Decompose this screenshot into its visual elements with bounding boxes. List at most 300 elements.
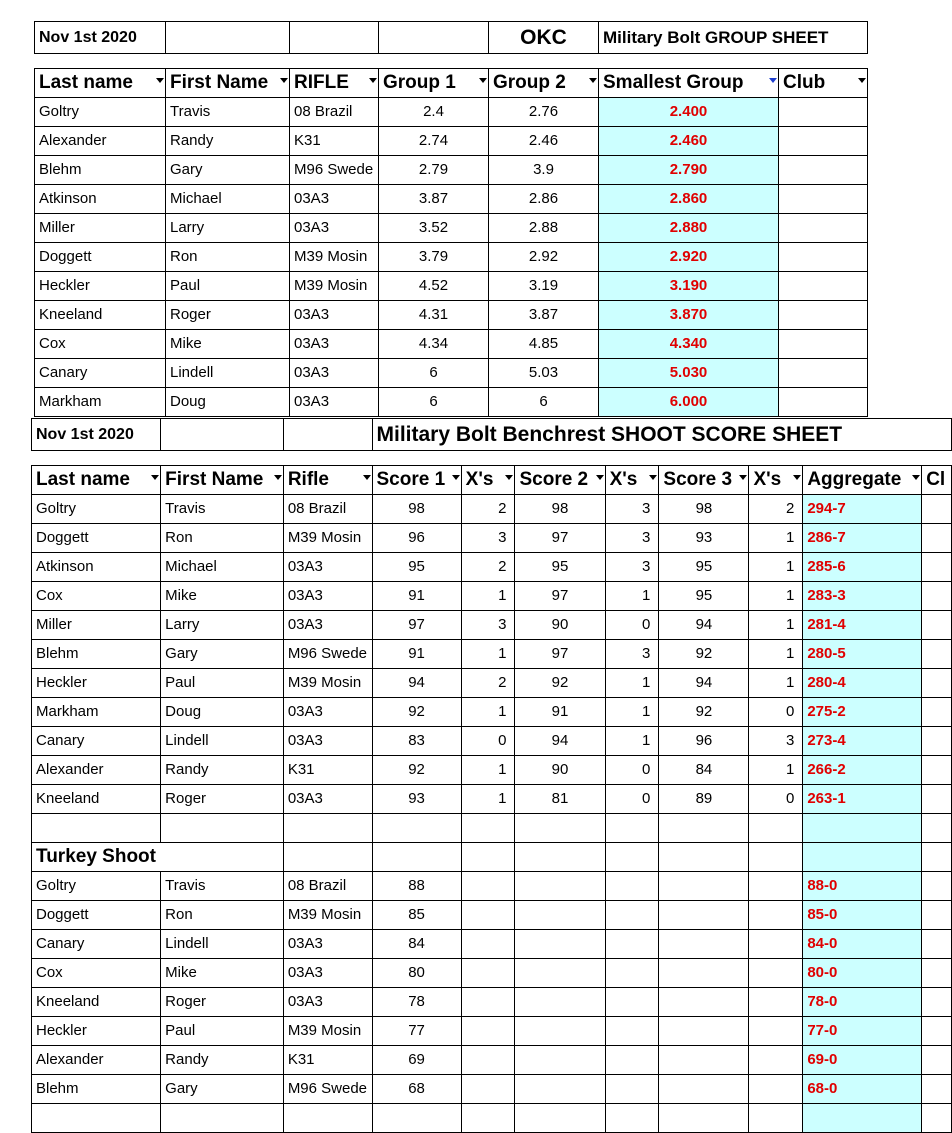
club-cell[interactable] xyxy=(922,698,952,727)
rifle-cell[interactable]: 03A3 xyxy=(283,930,372,959)
first-name-cell[interactable]: Lindell xyxy=(161,930,284,959)
aggregate-cell[interactable]: 263-1 xyxy=(803,785,922,814)
xs-3-cell[interactable]: 1 xyxy=(749,524,803,553)
last-name-cell[interactable]: Blehm xyxy=(35,156,166,185)
first-name-cell[interactable]: Roger xyxy=(161,785,284,814)
rifle-cell[interactable]: 03A3 xyxy=(283,698,372,727)
first-name-cell[interactable]: Larry xyxy=(161,611,284,640)
club-cell[interactable] xyxy=(922,582,952,611)
last-name-cell[interactable]: Blehm xyxy=(32,640,161,669)
rifle-cell[interactable]: M39 Mosin xyxy=(290,243,379,272)
last-name-cell[interactable]: Kneeland xyxy=(35,301,166,330)
empty-cell[interactable] xyxy=(749,843,803,872)
empty-cell[interactable] xyxy=(749,1104,803,1133)
empty-cell[interactable] xyxy=(515,1075,605,1104)
score-1-cell[interactable]: 85 xyxy=(372,901,461,930)
score-1-cell[interactable]: 69 xyxy=(372,1046,461,1075)
score-1-cell[interactable]: 80 xyxy=(372,959,461,988)
empty-cell[interactable] xyxy=(290,22,379,54)
empty-cell[interactable] xyxy=(461,1104,515,1133)
empty-cell[interactable] xyxy=(659,930,749,959)
xs-2-cell[interactable]: 1 xyxy=(605,698,659,727)
aggregate-cell[interactable]: 68-0 xyxy=(803,1075,922,1104)
club-cell[interactable] xyxy=(922,1046,952,1075)
aggregate-cell[interactable]: 280-5 xyxy=(803,640,922,669)
first-name-cell[interactable]: Ron xyxy=(161,901,284,930)
smallest-group-cell[interactable]: 2.880 xyxy=(599,214,779,243)
group-2-cell[interactable]: 2.76 xyxy=(489,98,599,127)
club-cell[interactable] xyxy=(922,959,952,988)
first-name-cell[interactable]: Michael xyxy=(166,185,290,214)
xs-2-cell[interactable]: 1 xyxy=(605,727,659,756)
empty-cell[interactable] xyxy=(461,872,515,901)
header-smallest-group[interactable]: Smallest Group xyxy=(599,69,779,98)
empty-cell[interactable] xyxy=(922,843,952,872)
smallest-group-cell[interactable]: 5.030 xyxy=(599,359,779,388)
rifle-cell[interactable]: K31 xyxy=(283,756,372,785)
club-cell[interactable] xyxy=(922,785,952,814)
score-1-cell[interactable]: 93 xyxy=(372,785,461,814)
empty-cell[interactable] xyxy=(749,901,803,930)
first-name-cell[interactable]: Paul xyxy=(161,1017,284,1046)
first-name-cell[interactable]: Mike xyxy=(161,959,284,988)
empty-cell[interactable] xyxy=(749,1017,803,1046)
club-cell[interactable] xyxy=(779,388,868,417)
last-name-cell[interactable]: Doggett xyxy=(32,524,161,553)
score-2-cell[interactable]: 90 xyxy=(515,611,605,640)
rifle-cell[interactable]: M39 Mosin xyxy=(283,901,372,930)
dropdown-arrow-icon[interactable] xyxy=(858,78,866,83)
header-rifle[interactable]: Rifle xyxy=(283,466,372,495)
last-name-cell[interactable]: Cox xyxy=(32,582,161,611)
club-cell[interactable] xyxy=(779,330,868,359)
club-cell[interactable] xyxy=(922,611,952,640)
rifle-cell[interactable]: 03A3 xyxy=(283,785,372,814)
club-cell[interactable] xyxy=(922,756,952,785)
empty-cell[interactable] xyxy=(161,419,284,451)
rifle-cell[interactable]: M39 Mosin xyxy=(290,272,379,301)
club-cell[interactable] xyxy=(922,1017,952,1046)
score-1-cell[interactable]: 98 xyxy=(372,495,461,524)
empty-cell[interactable] xyxy=(749,814,803,843)
score-3-cell[interactable]: 84 xyxy=(659,756,749,785)
group-1-cell[interactable]: 4.34 xyxy=(379,330,489,359)
aggregate-cell[interactable]: 281-4 xyxy=(803,611,922,640)
group-2-cell[interactable]: 3.9 xyxy=(489,156,599,185)
empty-cell[interactable] xyxy=(922,814,952,843)
empty-cell[interactable] xyxy=(32,1104,161,1133)
score-sheet-title[interactable]: Military Bolt Benchrest SHOOT SCORE SHEET xyxy=(372,419,952,451)
xs-3-cell[interactable]: 1 xyxy=(749,582,803,611)
xs-1-cell[interactable]: 2 xyxy=(461,495,515,524)
empty-cell[interactable] xyxy=(515,814,605,843)
xs-3-cell[interactable]: 1 xyxy=(749,756,803,785)
empty-cell[interactable] xyxy=(659,872,749,901)
empty-cell[interactable] xyxy=(515,872,605,901)
club-cell[interactable] xyxy=(779,301,868,330)
empty-cell[interactable] xyxy=(32,814,161,843)
first-name-cell[interactable]: Ron xyxy=(166,243,290,272)
score-2-cell[interactable]: 91 xyxy=(515,698,605,727)
score-1-cell[interactable]: 88 xyxy=(372,872,461,901)
xs-1-cell[interactable]: 1 xyxy=(461,756,515,785)
empty-cell[interactable] xyxy=(605,959,659,988)
rifle-cell[interactable]: M39 Mosin xyxy=(283,669,372,698)
group-1-cell[interactable]: 6 xyxy=(379,359,489,388)
rifle-cell[interactable]: K31 xyxy=(290,127,379,156)
aggregate-cell[interactable]: 266-2 xyxy=(803,756,922,785)
empty-cell[interactable] xyxy=(515,930,605,959)
last-name-cell[interactable]: Goltry xyxy=(32,495,161,524)
last-name-cell[interactable]: Alexander xyxy=(32,756,161,785)
smallest-group-cell[interactable]: 3.190 xyxy=(599,272,779,301)
header-aggregate[interactable]: Aggregate xyxy=(803,466,922,495)
group-sheet-title[interactable]: Military Bolt GROUP SHEET xyxy=(599,22,868,54)
group-1-cell[interactable]: 2.74 xyxy=(379,127,489,156)
score-1-cell[interactable]: 83 xyxy=(372,727,461,756)
header-score-1[interactable]: Score 1 xyxy=(372,466,461,495)
rifle-cell[interactable]: K31 xyxy=(283,1046,372,1075)
score-1-cell[interactable]: 78 xyxy=(372,988,461,1017)
empty-cell[interactable] xyxy=(605,1104,659,1133)
last-name-cell[interactable]: Heckler xyxy=(35,272,166,301)
aggregate-cell[interactable]: 285-6 xyxy=(803,553,922,582)
score-1-cell[interactable]: 92 xyxy=(372,756,461,785)
first-name-cell[interactable]: Travis xyxy=(161,872,284,901)
empty-cell[interactable] xyxy=(605,930,659,959)
empty-cell[interactable] xyxy=(659,843,749,872)
empty-cell[interactable] xyxy=(283,843,372,872)
xs-3-cell[interactable]: 1 xyxy=(749,669,803,698)
score-1-cell[interactable]: 94 xyxy=(372,669,461,698)
score-2-cell[interactable]: 98 xyxy=(515,495,605,524)
score-3-cell[interactable]: 94 xyxy=(659,611,749,640)
empty-cell[interactable] xyxy=(515,959,605,988)
empty-cell[interactable] xyxy=(515,988,605,1017)
club-cell[interactable] xyxy=(779,185,868,214)
group-2-cell[interactable]: 3.19 xyxy=(489,272,599,301)
group-sheet-date[interactable]: Nov 1st 2020 xyxy=(35,22,166,54)
empty-cell[interactable] xyxy=(161,1104,284,1133)
header-xs-3[interactable]: X's xyxy=(749,466,803,495)
first-name-cell[interactable]: Travis xyxy=(166,98,290,127)
empty-cell[interactable] xyxy=(605,814,659,843)
score-2-cell[interactable]: 97 xyxy=(515,640,605,669)
empty-cell[interactable] xyxy=(372,843,461,872)
last-name-cell[interactable]: Markham xyxy=(32,698,161,727)
club-cell[interactable] xyxy=(922,640,952,669)
last-name-cell[interactable]: Canary xyxy=(35,359,166,388)
last-name-cell[interactable]: Doggett xyxy=(32,901,161,930)
dropdown-arrow-icon[interactable] xyxy=(452,475,460,480)
rifle-cell[interactable]: 08 Brazil xyxy=(283,495,372,524)
score-3-cell[interactable]: 94 xyxy=(659,669,749,698)
smallest-group-cell[interactable]: 3.870 xyxy=(599,301,779,330)
xs-1-cell[interactable]: 1 xyxy=(461,785,515,814)
club-cell[interactable] xyxy=(779,272,868,301)
empty-cell[interactable] xyxy=(803,1104,922,1133)
empty-cell[interactable] xyxy=(461,1046,515,1075)
rifle-cell[interactable]: 03A3 xyxy=(290,185,379,214)
score-3-cell[interactable]: 95 xyxy=(659,582,749,611)
header-xs-2[interactable]: X's xyxy=(605,466,659,495)
aggregate-cell[interactable]: 273-4 xyxy=(803,727,922,756)
aggregate-cell[interactable]: 78-0 xyxy=(803,988,922,1017)
header-group-2[interactable]: Group 2 xyxy=(489,69,599,98)
empty-cell[interactable] xyxy=(659,959,749,988)
score-2-cell[interactable]: 95 xyxy=(515,553,605,582)
group-1-cell[interactable]: 3.87 xyxy=(379,185,489,214)
header-last-name[interactable]: Last name xyxy=(32,466,161,495)
first-name-cell[interactable]: Roger xyxy=(161,988,284,1017)
dropdown-arrow-icon[interactable] xyxy=(596,475,604,480)
last-name-cell[interactable]: Cox xyxy=(35,330,166,359)
xs-3-cell[interactable]: 1 xyxy=(749,553,803,582)
empty-cell[interactable] xyxy=(515,1017,605,1046)
empty-cell[interactable] xyxy=(461,843,515,872)
dropdown-arrow-icon[interactable] xyxy=(479,78,487,83)
header-last-name[interactable]: Last name xyxy=(35,69,166,98)
smallest-group-cell[interactable]: 6.000 xyxy=(599,388,779,417)
turkey-shoot-title[interactable]: Turkey Shoot xyxy=(32,843,284,872)
xs-3-cell[interactable]: 3 xyxy=(749,727,803,756)
empty-cell[interactable] xyxy=(161,814,284,843)
xs-3-cell[interactable]: 1 xyxy=(749,611,803,640)
first-name-cell[interactable]: Lindell xyxy=(161,727,284,756)
first-name-cell[interactable]: Randy xyxy=(161,1046,284,1075)
empty-cell[interactable] xyxy=(605,1017,659,1046)
score-3-cell[interactable]: 98 xyxy=(659,495,749,524)
header-first-name[interactable]: First Name xyxy=(161,466,284,495)
xs-1-cell[interactable]: 0 xyxy=(461,727,515,756)
empty-cell[interactable] xyxy=(166,22,290,54)
empty-cell[interactable] xyxy=(803,843,922,872)
club-cell[interactable] xyxy=(922,930,952,959)
score-1-cell[interactable]: 77 xyxy=(372,1017,461,1046)
group-1-cell[interactable]: 2.4 xyxy=(379,98,489,127)
empty-cell[interactable] xyxy=(372,1104,461,1133)
empty-cell[interactable] xyxy=(659,1075,749,1104)
xs-1-cell[interactable]: 3 xyxy=(461,611,515,640)
score-1-cell[interactable]: 91 xyxy=(372,582,461,611)
rifle-cell[interactable]: 03A3 xyxy=(283,727,372,756)
last-name-cell[interactable]: Kneeland xyxy=(32,785,161,814)
first-name-cell[interactable]: Michael xyxy=(161,553,284,582)
empty-cell[interactable] xyxy=(605,1046,659,1075)
first-name-cell[interactable]: Mike xyxy=(166,330,290,359)
header-club[interactable]: Club xyxy=(779,69,868,98)
aggregate-cell[interactable]: 275-2 xyxy=(803,698,922,727)
xs-2-cell[interactable]: 3 xyxy=(605,524,659,553)
score-1-cell[interactable]: 91 xyxy=(372,640,461,669)
empty-cell[interactable] xyxy=(659,1104,749,1133)
rifle-cell[interactable]: M39 Mosin xyxy=(283,1017,372,1046)
empty-cell[interactable] xyxy=(659,988,749,1017)
smallest-group-cell[interactable]: 2.400 xyxy=(599,98,779,127)
header-rifle[interactable]: RIFLE xyxy=(290,69,379,98)
first-name-cell[interactable]: Ron xyxy=(161,524,284,553)
aggregate-cell[interactable]: 280-4 xyxy=(803,669,922,698)
header-score-2[interactable]: Score 2 xyxy=(515,466,605,495)
empty-cell[interactable] xyxy=(749,930,803,959)
last-name-cell[interactable]: Miller xyxy=(35,214,166,243)
group-2-cell[interactable]: 2.88 xyxy=(489,214,599,243)
first-name-cell[interactable]: Travis xyxy=(161,495,284,524)
xs-1-cell[interactable]: 1 xyxy=(461,698,515,727)
dropdown-arrow-icon[interactable] xyxy=(274,475,282,480)
empty-cell[interactable] xyxy=(461,814,515,843)
score-1-cell[interactable]: 95 xyxy=(372,553,461,582)
xs-1-cell[interactable]: 2 xyxy=(461,553,515,582)
club-cell[interactable] xyxy=(922,495,952,524)
empty-cell[interactable] xyxy=(605,988,659,1017)
dropdown-arrow-icon[interactable] xyxy=(649,475,657,480)
last-name-cell[interactable]: Alexander xyxy=(32,1046,161,1075)
empty-cell[interactable] xyxy=(659,1017,749,1046)
group-1-cell[interactable]: 2.79 xyxy=(379,156,489,185)
score-3-cell[interactable]: 93 xyxy=(659,524,749,553)
last-name-cell[interactable]: Atkinson xyxy=(32,553,161,582)
group-2-cell[interactable]: 3.87 xyxy=(489,301,599,330)
smallest-group-cell[interactable]: 2.460 xyxy=(599,127,779,156)
xs-3-cell[interactable]: 0 xyxy=(749,785,803,814)
dropdown-arrow-icon[interactable] xyxy=(739,475,747,480)
score-2-cell[interactable]: 97 xyxy=(515,582,605,611)
smallest-group-cell[interactable]: 4.340 xyxy=(599,330,779,359)
empty-cell[interactable] xyxy=(461,930,515,959)
aggregate-cell[interactable]: 69-0 xyxy=(803,1046,922,1075)
empty-cell[interactable] xyxy=(922,1104,952,1133)
empty-cell[interactable] xyxy=(515,843,605,872)
dropdown-arrow-icon[interactable] xyxy=(912,475,920,480)
score-3-cell[interactable]: 89 xyxy=(659,785,749,814)
club-cell[interactable] xyxy=(922,872,952,901)
dropdown-arrow-icon[interactable] xyxy=(793,475,801,480)
last-name-cell[interactable]: Alexander xyxy=(35,127,166,156)
empty-cell[interactable] xyxy=(605,1075,659,1104)
empty-cell[interactable] xyxy=(379,22,489,54)
rifle-cell[interactable]: 03A3 xyxy=(283,582,372,611)
empty-cell[interactable] xyxy=(515,1104,605,1133)
rifle-cell[interactable]: M39 Mosin xyxy=(283,524,372,553)
score-sheet-date[interactable]: Nov 1st 2020 xyxy=(32,419,161,451)
empty-cell[interactable] xyxy=(515,901,605,930)
score-2-cell[interactable]: 90 xyxy=(515,756,605,785)
xs-2-cell[interactable]: 0 xyxy=(605,611,659,640)
empty-cell[interactable] xyxy=(749,959,803,988)
aggregate-cell[interactable]: 85-0 xyxy=(803,901,922,930)
score-1-cell[interactable]: 84 xyxy=(372,930,461,959)
group-1-cell[interactable]: 6 xyxy=(379,388,489,417)
first-name-cell[interactable]: Paul xyxy=(166,272,290,301)
club-cell[interactable] xyxy=(922,669,952,698)
group-2-cell[interactable]: 2.92 xyxy=(489,243,599,272)
xs-3-cell[interactable]: 2 xyxy=(749,495,803,524)
aggregate-cell[interactable]: 84-0 xyxy=(803,930,922,959)
xs-1-cell[interactable]: 1 xyxy=(461,640,515,669)
score-2-cell[interactable]: 92 xyxy=(515,669,605,698)
empty-cell[interactable] xyxy=(659,814,749,843)
rifle-cell[interactable]: 03A3 xyxy=(283,611,372,640)
first-name-cell[interactable]: Paul xyxy=(161,669,284,698)
aggregate-cell[interactable]: 80-0 xyxy=(803,959,922,988)
first-name-cell[interactable]: Randy xyxy=(166,127,290,156)
first-name-cell[interactable]: Larry xyxy=(166,214,290,243)
rifle-cell[interactable]: 03A3 xyxy=(290,214,379,243)
empty-cell[interactable] xyxy=(372,814,461,843)
rifle-cell[interactable]: 03A3 xyxy=(290,359,379,388)
xs-2-cell[interactable]: 3 xyxy=(605,640,659,669)
club-cell[interactable] xyxy=(779,127,868,156)
first-name-cell[interactable]: Mike xyxy=(161,582,284,611)
header-score-3[interactable]: Score 3 xyxy=(659,466,749,495)
group-1-cell[interactable]: 3.52 xyxy=(379,214,489,243)
rifle-cell[interactable]: 03A3 xyxy=(283,959,372,988)
rifle-cell[interactable]: 03A3 xyxy=(283,988,372,1017)
header-group-1[interactable]: Group 1 xyxy=(379,69,489,98)
last-name-cell[interactable]: Markham xyxy=(35,388,166,417)
first-name-cell[interactable]: Gary xyxy=(161,640,284,669)
score-3-cell[interactable]: 95 xyxy=(659,553,749,582)
empty-cell[interactable] xyxy=(605,843,659,872)
empty-cell[interactable] xyxy=(515,1046,605,1075)
empty-cell[interactable] xyxy=(749,988,803,1017)
club-cell[interactable] xyxy=(779,214,868,243)
empty-cell[interactable] xyxy=(605,872,659,901)
aggregate-cell[interactable]: 294-7 xyxy=(803,495,922,524)
location-label[interactable]: OKC xyxy=(489,22,599,54)
aggregate-cell[interactable]: 88-0 xyxy=(803,872,922,901)
last-name-cell[interactable]: Heckler xyxy=(32,669,161,698)
first-name-cell[interactable]: Gary xyxy=(161,1075,284,1104)
score-1-cell[interactable]: 92 xyxy=(372,698,461,727)
smallest-group-cell[interactable]: 2.920 xyxy=(599,243,779,272)
header-xs-1[interactable]: X's xyxy=(461,466,515,495)
score-2-cell[interactable]: 97 xyxy=(515,524,605,553)
last-name-cell[interactable]: Atkinson xyxy=(35,185,166,214)
empty-cell[interactable] xyxy=(461,988,515,1017)
score-1-cell[interactable]: 96 xyxy=(372,524,461,553)
first-name-cell[interactable]: Gary xyxy=(166,156,290,185)
aggregate-cell[interactable]: 77-0 xyxy=(803,1017,922,1046)
first-name-cell[interactable]: Lindell xyxy=(166,359,290,388)
dropdown-arrow-icon[interactable] xyxy=(280,78,288,83)
rifle-cell[interactable]: M96 Swede xyxy=(283,640,372,669)
group-1-cell[interactable]: 4.52 xyxy=(379,272,489,301)
club-cell[interactable] xyxy=(779,359,868,388)
last-name-cell[interactable]: Canary xyxy=(32,727,161,756)
empty-cell[interactable] xyxy=(283,814,372,843)
club-cell[interactable] xyxy=(922,901,952,930)
empty-cell[interactable] xyxy=(461,1017,515,1046)
first-name-cell[interactable]: Roger xyxy=(166,301,290,330)
group-2-cell[interactable]: 6 xyxy=(489,388,599,417)
dropdown-arrow-icon[interactable] xyxy=(156,78,164,83)
last-name-cell[interactable]: Miller xyxy=(32,611,161,640)
club-cell[interactable] xyxy=(779,243,868,272)
last-name-cell[interactable]: Blehm xyxy=(32,1075,161,1104)
score-3-cell[interactable]: 92 xyxy=(659,698,749,727)
rifle-cell[interactable]: 08 Brazil xyxy=(283,872,372,901)
xs-3-cell[interactable]: 0 xyxy=(749,698,803,727)
header-first-name[interactable]: First Name xyxy=(166,69,290,98)
club-cell[interactable] xyxy=(922,524,952,553)
empty-cell[interactable] xyxy=(749,1075,803,1104)
dropdown-arrow-icon[interactable] xyxy=(151,475,159,480)
rifle-cell[interactable]: 08 Brazil xyxy=(290,98,379,127)
rifle-cell[interactable]: M96 Swede xyxy=(290,156,379,185)
empty-cell[interactable] xyxy=(605,901,659,930)
